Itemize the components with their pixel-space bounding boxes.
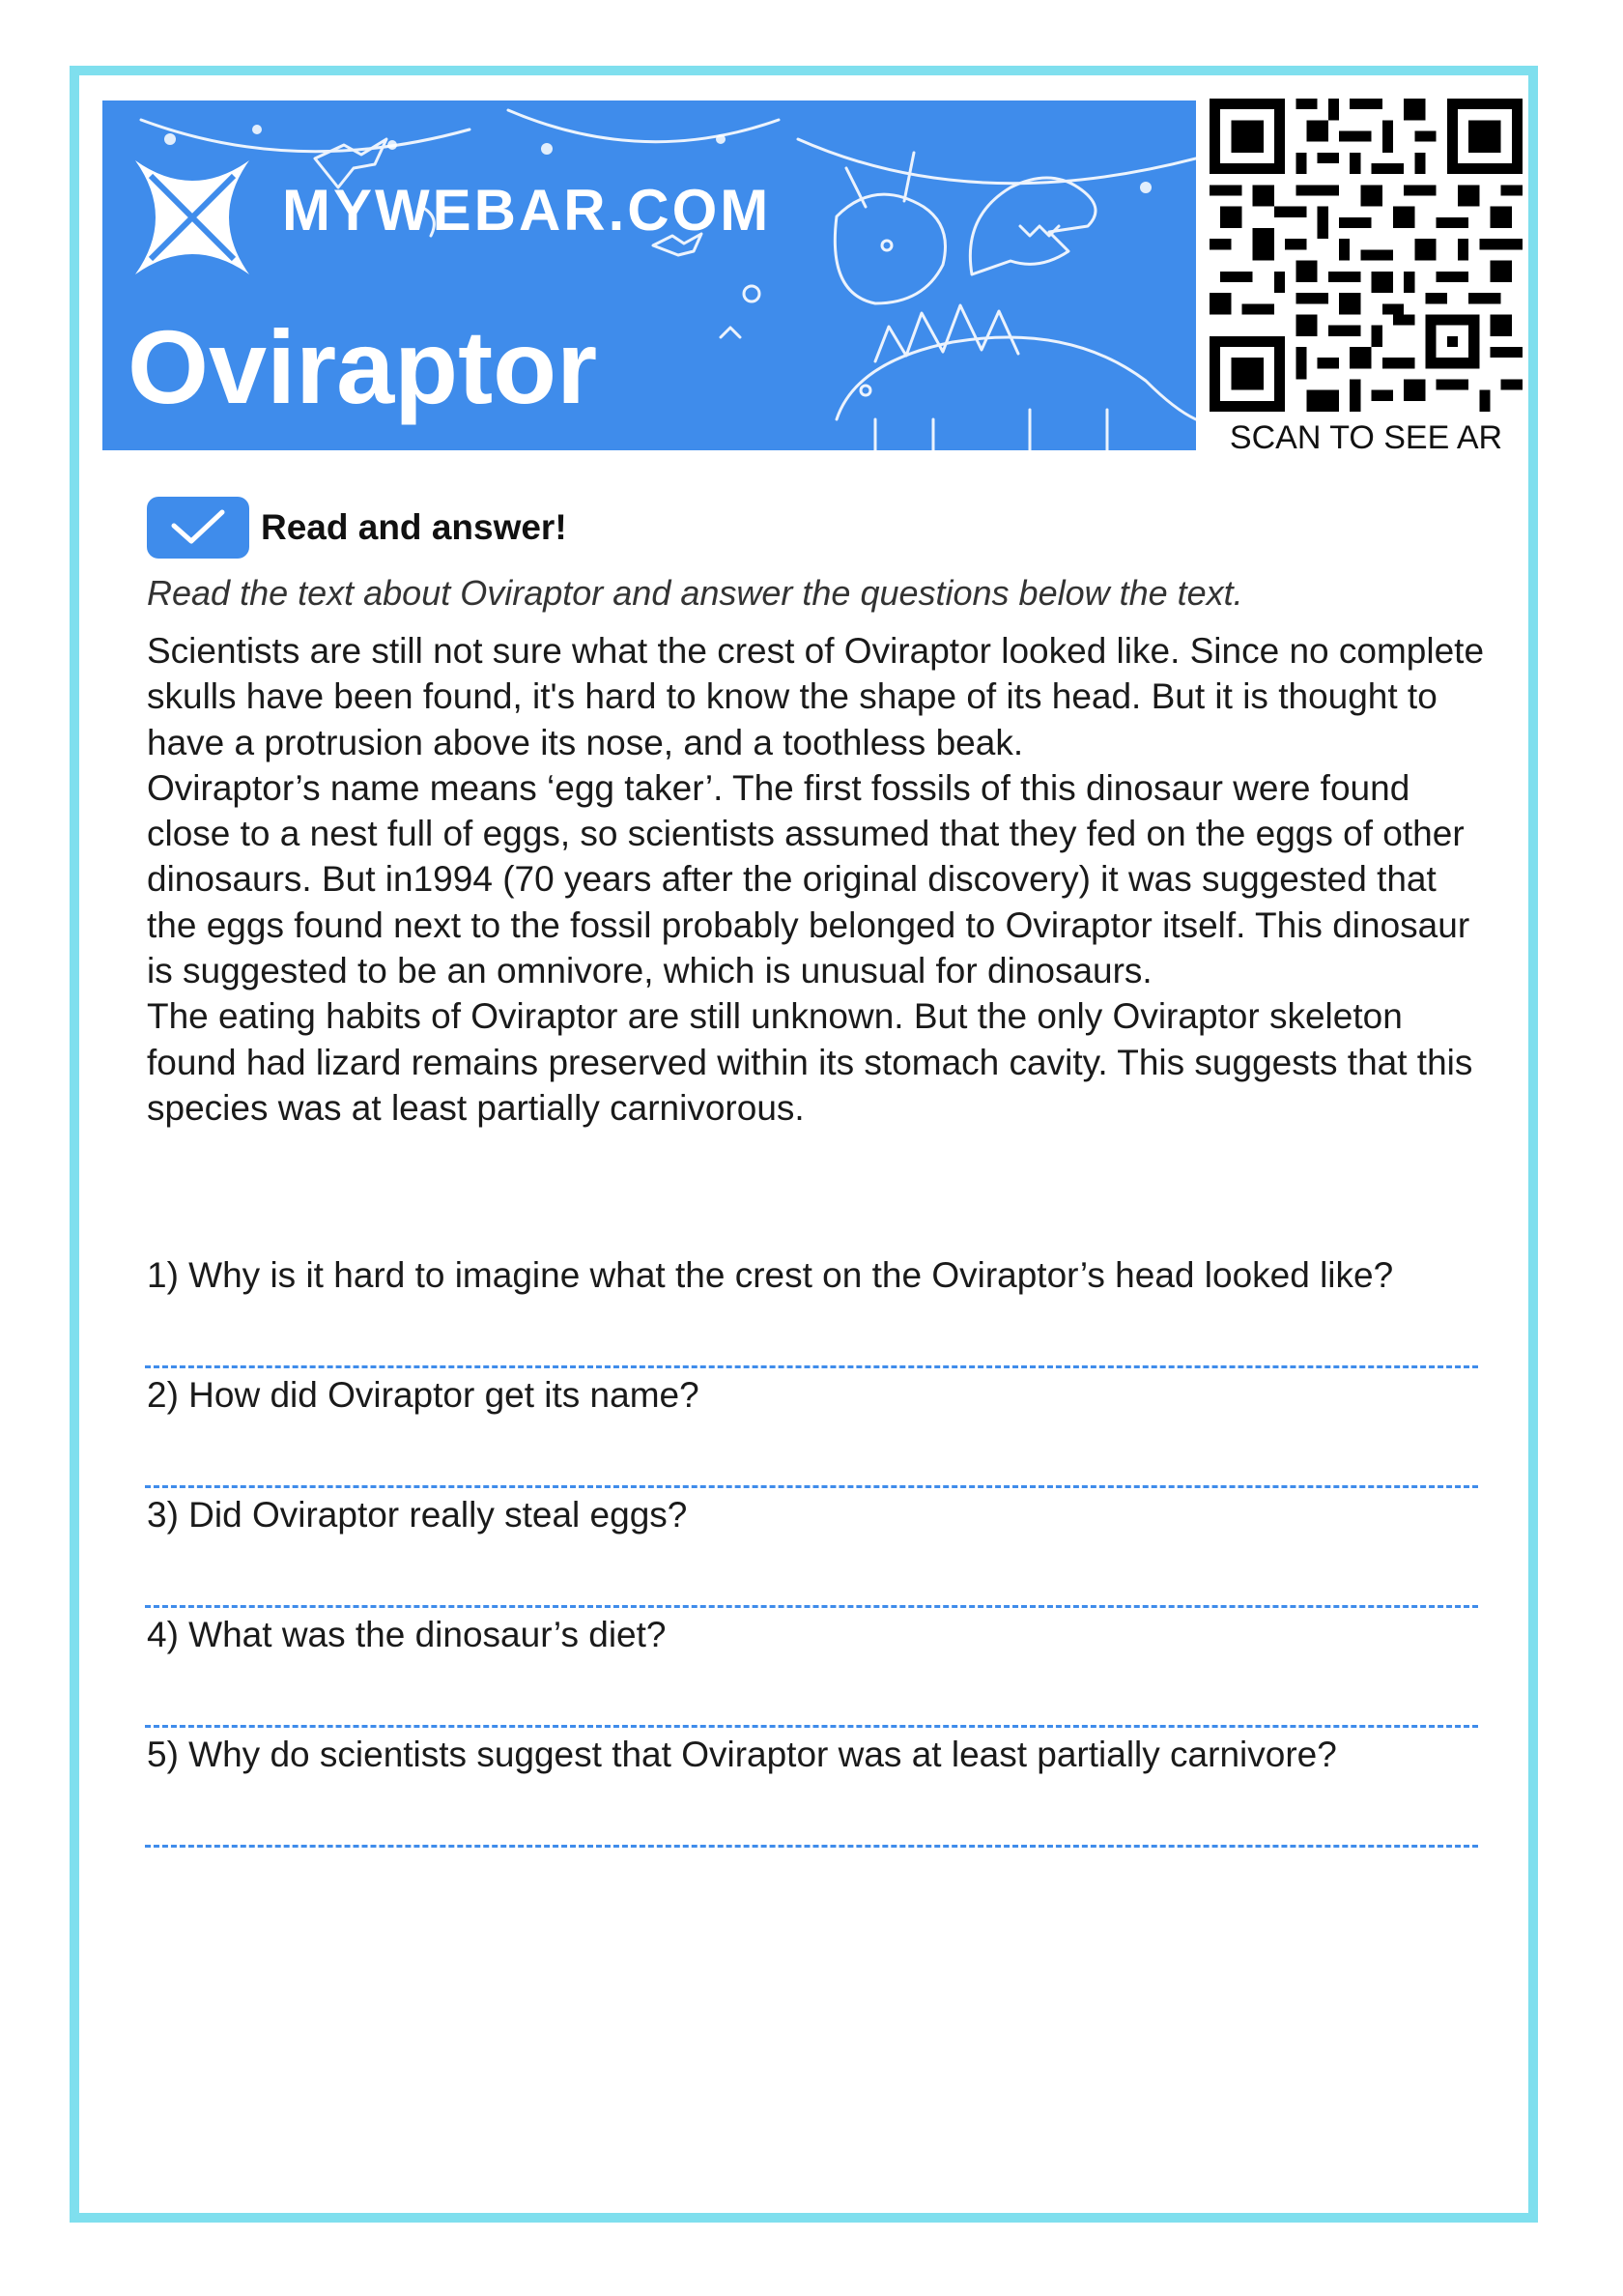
task-instructions: Read the text about Oviraptor and answer the questions below the text.: [147, 573, 1243, 613]
question-1: 1) Why is it hard to imagine what the crest on the Oviraptor’s head looked like?: [147, 1255, 1394, 1295]
passage-paragraph: Scientists are still not sure what the crest of Oviraptor looked like. Since no complete skulls have been found, it's hard to know the shape of its head. But it is thought to have a protrusion above its nose, and a toothless beak.: [147, 631, 1485, 762]
brand-name: MYWEBAR.COM: [282, 178, 772, 243]
answer-line-1[interactable]: [145, 1365, 1478, 1368]
question-3: 3) Did Oviraptor really steal eggs?: [147, 1495, 688, 1535]
question-4: 4) What was the dinosaur’s diet?: [147, 1615, 667, 1654]
reading-passage: [147, 628, 1490, 1131]
answer-line-4[interactable]: [145, 1725, 1478, 1728]
x-star-logo-icon: [129, 155, 255, 280]
question-2: 2) How did Oviraptor get its name?: [147, 1375, 699, 1415]
answer-line-5[interactable]: [145, 1845, 1478, 1848]
answer-line-2[interactable]: [145, 1485, 1478, 1488]
answer-line-3[interactable]: [145, 1605, 1478, 1608]
passage-paragraph: The eating habits of Oviraptor are still unknown. But the only Oviraptor skeleton found had lizard remains preserved within its stomach cavity. This suggests that this species was at least partially carnivorous.: [147, 996, 1473, 1128]
checkmark-icon: [147, 497, 249, 559]
task-title: Read and answer!: [261, 507, 567, 547]
checkmark-badge: [147, 497, 249, 559]
passage-paragraph: Oviraptor’s name means ‘egg taker’. The first fossils of this dinosaur were found close to a nest full of eggs, so scientists assumed that they fed on the eggs of other dinosaurs. But in1994 (70 years after the original discovery) it was suggested that the eggs found next to the fossil probably belonged to Oviraptor itself. This dinosaur is suggested to be an omnivore, which is unusual for dinosaurs.: [147, 767, 1470, 991]
page-title: Oviraptor: [128, 308, 598, 425]
qr-caption: SCAN TO SEE AR: [1229, 419, 1503, 456]
qr-code-icon[interactable]: [1210, 99, 1523, 412]
header-banner: [102, 100, 1196, 450]
question-5: 5) Why do scientists suggest that Oviraptor was at least partially carnivore?: [147, 1735, 1337, 1774]
